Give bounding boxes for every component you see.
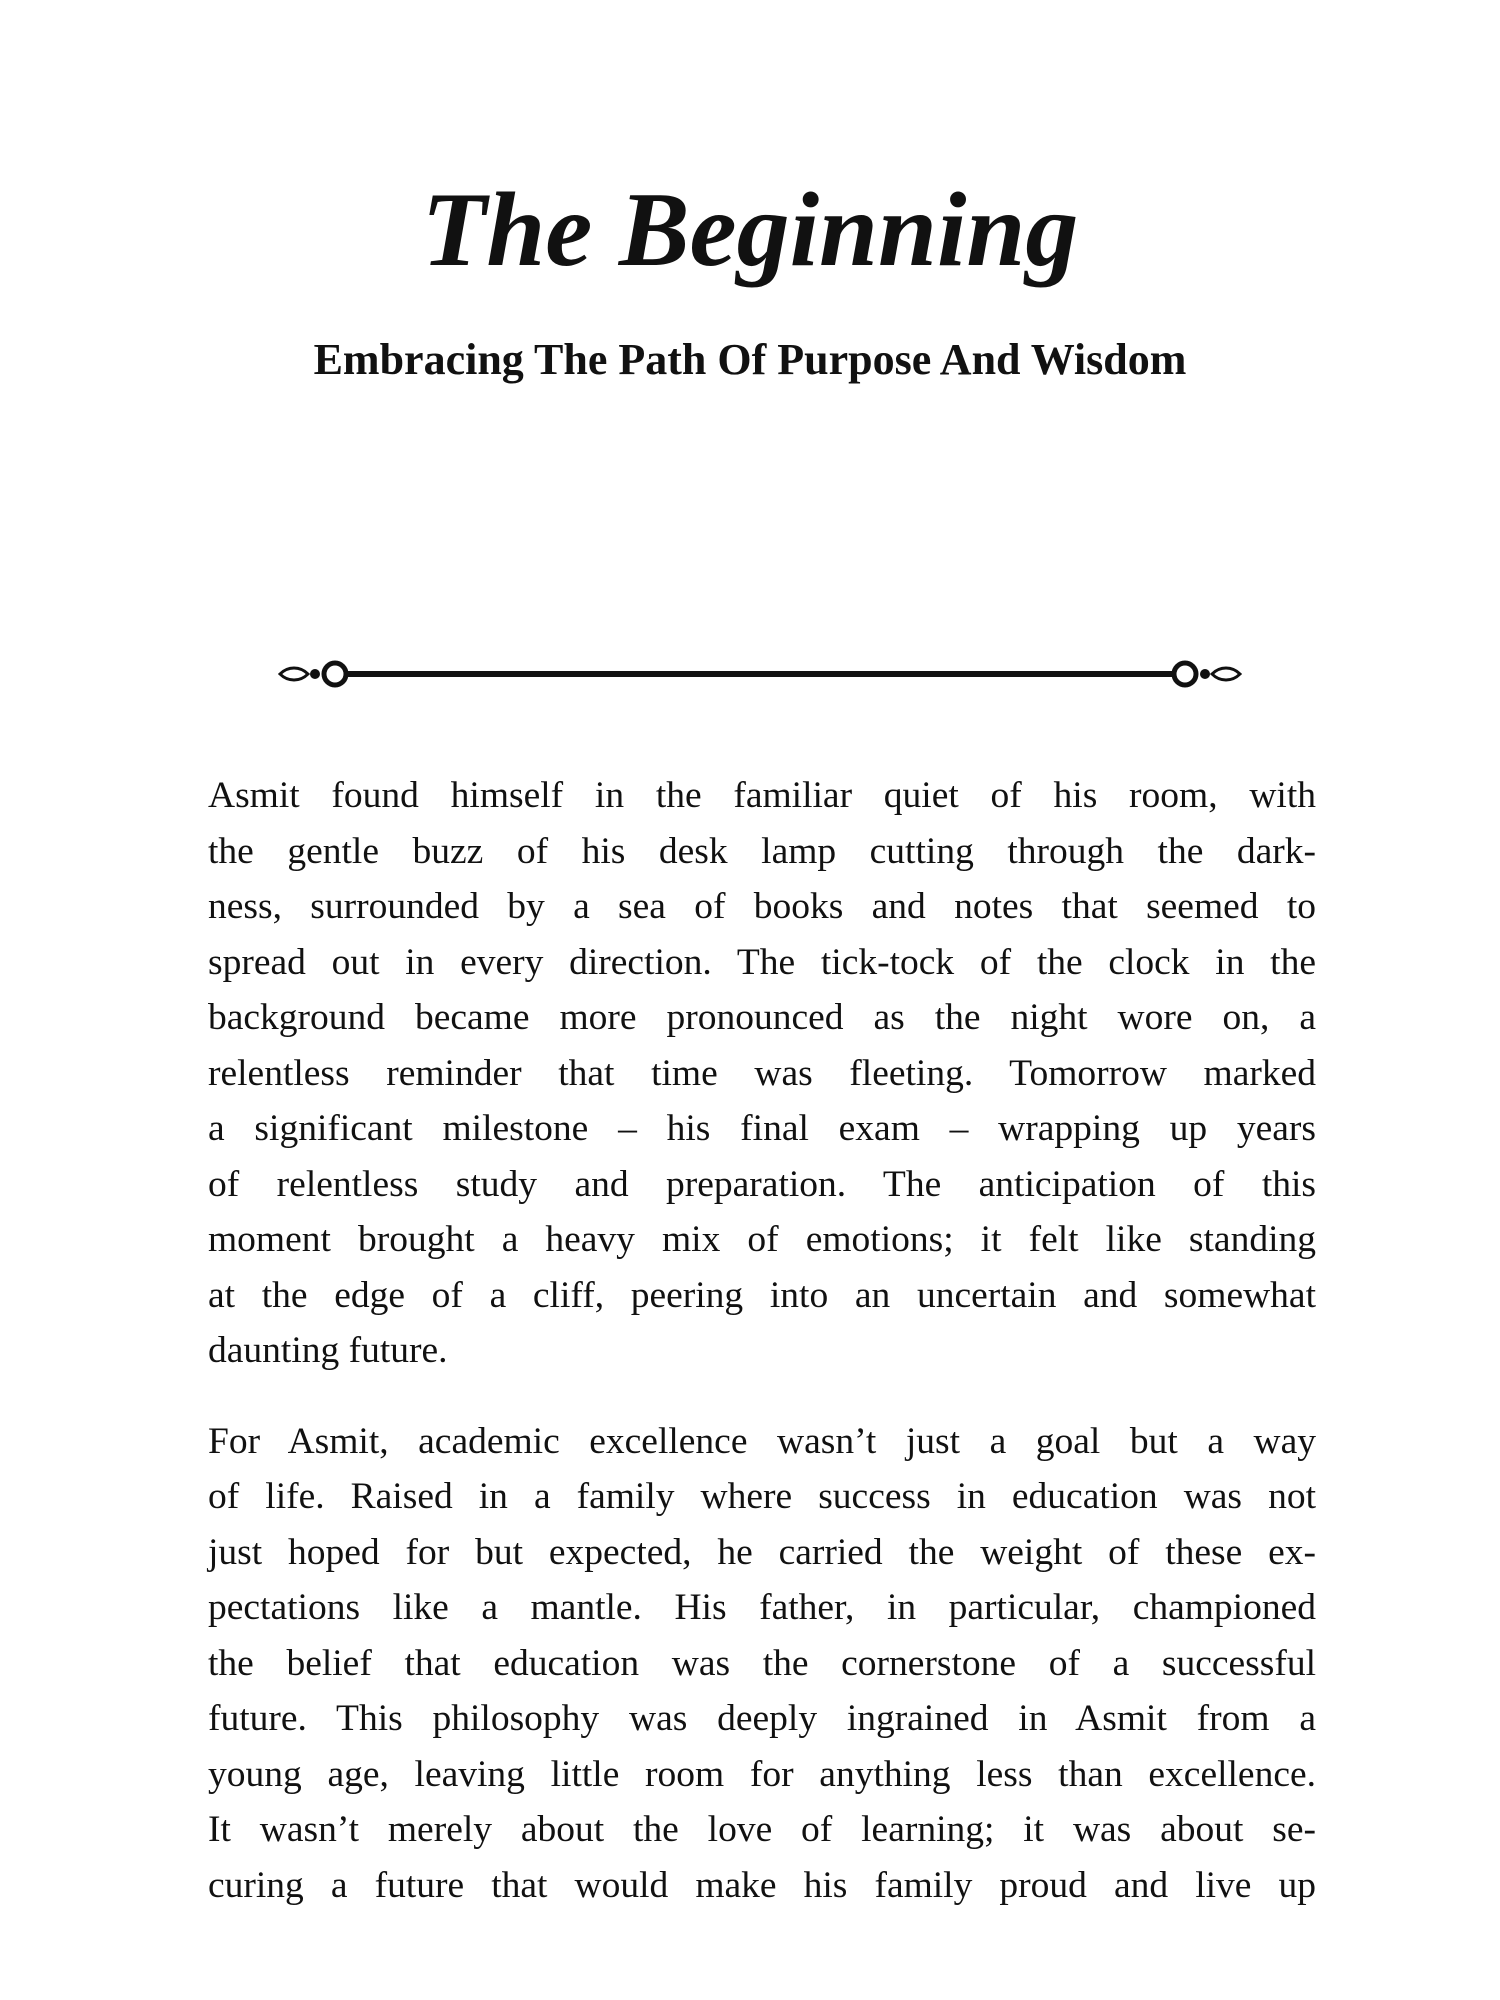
text-line: spread out in every direction. The tick-tock of the clock in the	[208, 941, 1316, 983]
chapter-title: The Beginning	[421, 171, 1079, 288]
text-line: a significant milestone – his final exam – wrapping up years	[208, 1108, 1316, 1149]
text-line: relentless reminder that time was fleeting. Tomorrow marked	[208, 1052, 1316, 1094]
text-line: the belief that education was the cornerstone of a successful	[208, 1642, 1316, 1684]
ornamental-divider	[278, 656, 1242, 692]
text-line: curing a future that would make his family proud and live up	[208, 1864, 1316, 1906]
text-line: pectations like a mantle. His father, in particular, championed	[208, 1587, 1316, 1628]
text-line: It wasn’t merely about the love of learning; it was about se-	[208, 1809, 1316, 1850]
text-line: the gentle buzz of his desk lamp cutting through the dark-	[208, 830, 1316, 872]
paragraph-1	[208, 768, 1316, 1379]
paragraph-2	[208, 1414, 1316, 1914]
chapter-body	[208, 768, 1316, 1948]
text-line: future. This philosophy was deeply ingrained in Asmit from a	[208, 1698, 1316, 1739]
text-line: of relentless study and preparation. The anticipation of this	[208, 1163, 1316, 1205]
text-line: of life. Raised in a family where success in education was not	[208, 1476, 1316, 1517]
text-line: young age, leaving little room for anything less than excellence.	[208, 1753, 1316, 1795]
chapter-subtitle: Embracing The Path Of Purpose And Wisdom	[313, 335, 1187, 384]
text-line: just hoped for but expected, he carried the weight of these ex-	[208, 1531, 1316, 1573]
text-line: daunting future.	[208, 1330, 448, 1371]
text-line: background became more pronounced as the night wore on, a	[208, 997, 1316, 1038]
text-line: moment brought a heavy mix of emotions; it felt like standing	[208, 1219, 1316, 1260]
text-line: at the edge of a cliff, peering into an uncertain and somewhat	[208, 1274, 1316, 1316]
text-line: For Asmit, academic excellence wasn’t just a goal but a way	[208, 1420, 1316, 1462]
text-line: Asmit found himself in the familiar quiet of his room, with	[208, 775, 1316, 816]
text-line: ness, surrounded by a sea of books and notes that seemed to	[208, 886, 1316, 927]
